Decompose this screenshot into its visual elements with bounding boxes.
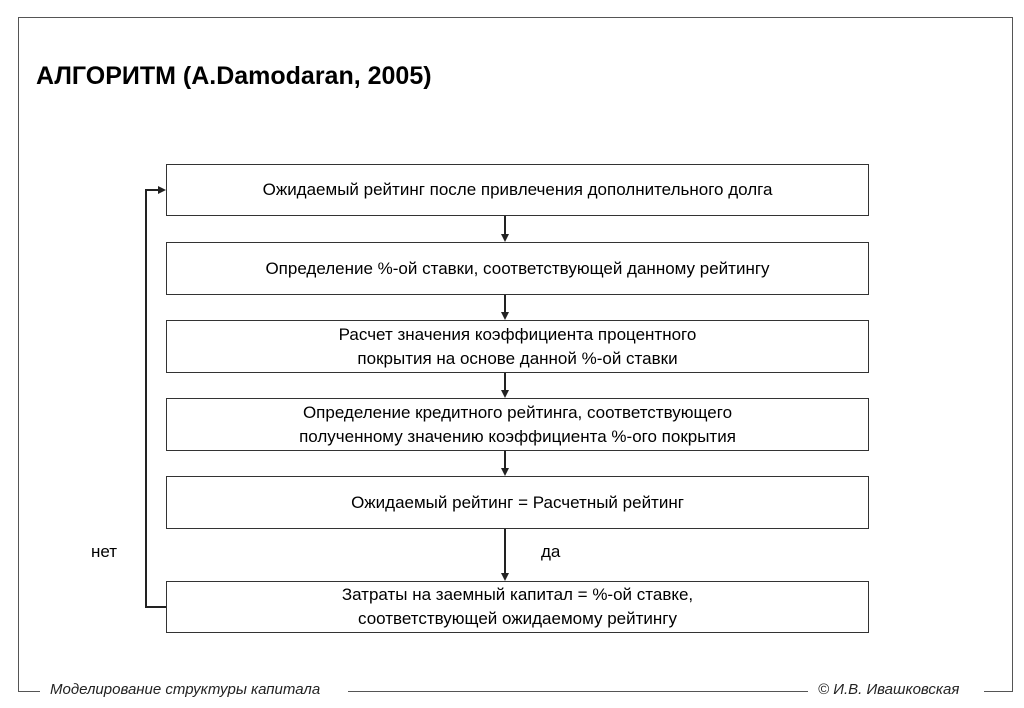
frame-border-left bbox=[18, 17, 19, 691]
flow-step-coverage-ratio bbox=[166, 320, 869, 373]
loop-connector bbox=[145, 189, 159, 191]
frame-border-top bbox=[18, 17, 1013, 18]
step-text: Определение %-ой ставки, соответствующей данному рейтингу bbox=[265, 258, 770, 278]
arrow-down-icon bbox=[501, 573, 509, 581]
step-text: полученному значению коэффициента %-ого покрытия bbox=[299, 426, 736, 446]
flow-step-expected-rating bbox=[166, 164, 869, 216]
loop-connector bbox=[145, 189, 147, 607]
arrow-down-icon bbox=[501, 468, 509, 476]
frame-border-bottom bbox=[18, 691, 40, 692]
branch-label-no: нет bbox=[91, 542, 118, 561]
slide-title: АЛГОРИТМ (A.Damodaran, 2005) bbox=[36, 62, 432, 90]
arrow-down-icon bbox=[501, 234, 509, 242]
loop-connector bbox=[145, 606, 166, 608]
step-text: Расчет значения коэффициента процентного bbox=[338, 324, 697, 344]
flow-step-credit-rating bbox=[166, 398, 869, 451]
step-text: соответствующей ожидаемому рейтингу bbox=[358, 609, 677, 628]
step-text: Ожидаемый рейтинг после привлечения дополнительного долга bbox=[262, 180, 773, 199]
step-text: Затраты на заемный капитал = %-ой ставке, bbox=[341, 585, 694, 604]
flow-step-rating-check bbox=[166, 476, 869, 529]
step-text: Ожидаемый рейтинг = Расчетный рейтинг bbox=[351, 492, 684, 512]
frame-border-right bbox=[1012, 17, 1013, 691]
arrow-right-icon bbox=[158, 186, 166, 194]
flow-step-interest-rate bbox=[166, 242, 869, 295]
branch-label-yes: да bbox=[541, 542, 561, 561]
flow-step-cost-of-debt bbox=[166, 581, 869, 633]
connector-line bbox=[504, 216, 506, 236]
footer-author: © И.В. Ивашковская bbox=[818, 681, 960, 698]
arrow-down-icon bbox=[501, 312, 509, 320]
step-text: Определение кредитного рейтинга, соответствующего bbox=[302, 402, 733, 422]
step-text: покрытия на основе данной %-ой ставки bbox=[357, 348, 678, 368]
footer-course-title: Моделирование структуры капитала bbox=[50, 681, 321, 698]
arrow-down-icon bbox=[501, 390, 509, 398]
frame-border-bottom bbox=[348, 691, 808, 692]
frame-border-bottom bbox=[984, 691, 1013, 692]
connector-line-yes bbox=[504, 529, 506, 575]
